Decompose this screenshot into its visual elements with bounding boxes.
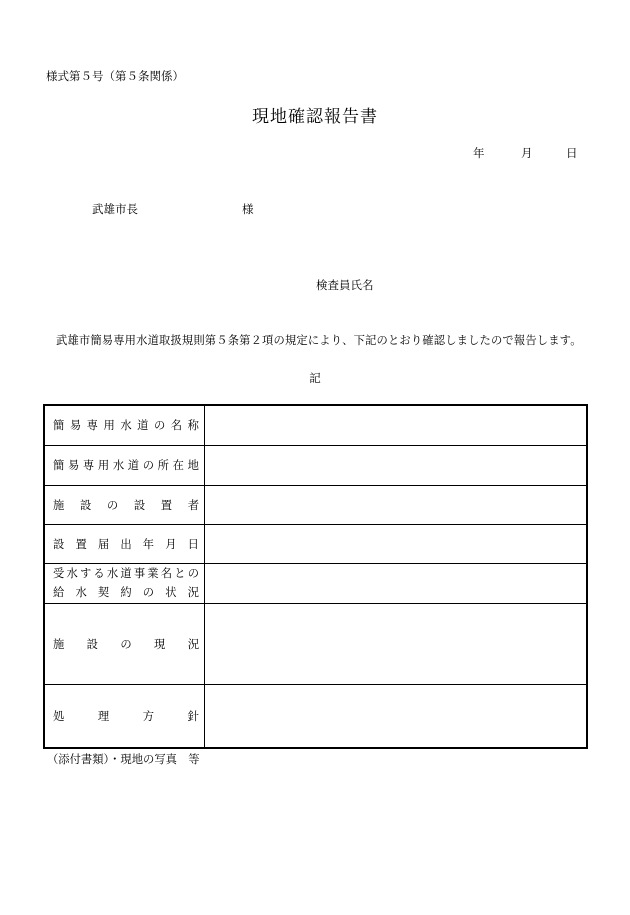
label-char: 地 bbox=[187, 459, 199, 472]
label-char: 状 bbox=[165, 586, 177, 599]
date-month: 月 bbox=[521, 146, 533, 160]
label-char: 用 bbox=[97, 459, 110, 472]
label-char: 事 bbox=[133, 567, 146, 580]
label-char: 水 bbox=[75, 586, 87, 599]
label-char: 業 bbox=[147, 567, 159, 580]
label-char: す bbox=[79, 567, 92, 580]
label-char: 専 bbox=[86, 419, 98, 433]
label-char: 日 bbox=[187, 537, 199, 551]
label-char: 在 bbox=[172, 459, 184, 472]
label-char: の bbox=[142, 459, 155, 472]
label-char: 受 bbox=[53, 567, 65, 580]
label-char: 方 bbox=[142, 709, 155, 723]
addressee-honorific: 様 bbox=[242, 202, 254, 216]
table-row bbox=[44, 524, 587, 563]
label-char: 処 bbox=[53, 709, 65, 723]
label-text bbox=[53, 497, 199, 513]
label-char: 設 bbox=[53, 537, 65, 551]
label-char: 況 bbox=[187, 586, 199, 599]
label-char: 所 bbox=[157, 459, 169, 472]
label-char: 年 bbox=[142, 537, 155, 551]
label-char: 水 bbox=[120, 419, 132, 433]
water-supply-location-field[interactable] bbox=[205, 445, 588, 485]
label-char: 用 bbox=[103, 419, 115, 433]
label-line bbox=[53, 564, 199, 583]
label-char: の bbox=[106, 498, 119, 512]
installation-notice-date-field[interactable] bbox=[205, 524, 588, 563]
label-char: 道 bbox=[137, 419, 149, 433]
attachment-note: （添付書類）・現地の写真 等 bbox=[47, 753, 200, 766]
label-char: の bbox=[153, 419, 166, 433]
table-row bbox=[44, 563, 587, 603]
label-char: 者 bbox=[187, 498, 199, 512]
label-char: 設 bbox=[133, 498, 146, 512]
row-label bbox=[44, 524, 205, 563]
label-char: 水 bbox=[66, 567, 78, 580]
report-table bbox=[43, 404, 588, 749]
addressee-name: 武雄市長 bbox=[92, 202, 138, 216]
label-text bbox=[53, 457, 199, 473]
label-char: 名 bbox=[160, 567, 173, 580]
document-title: 現地確認報告書 bbox=[252, 107, 378, 127]
row-label bbox=[44, 603, 205, 684]
label-char: 現 bbox=[154, 637, 166, 651]
row-label bbox=[44, 563, 205, 603]
label-char: 簡 bbox=[53, 419, 65, 433]
label-char: 易 bbox=[67, 459, 80, 472]
label-char: 設 bbox=[79, 498, 92, 512]
label-char: 水 bbox=[106, 567, 119, 580]
label-char: 届 bbox=[97, 537, 110, 551]
table-row bbox=[44, 603, 587, 684]
date-year: 年 bbox=[473, 146, 485, 160]
date-day: 日 bbox=[566, 146, 578, 160]
report-statement: 武雄市簡易専用水道取扱規則第５条第２項の規定により、下記のとおり確認しましたので報告します。 bbox=[56, 334, 582, 347]
facility-owner-field[interactable] bbox=[205, 485, 588, 524]
label-char: 出 bbox=[120, 537, 132, 551]
label-char: 施 bbox=[53, 637, 65, 651]
row-label bbox=[44, 405, 205, 445]
label-char: 称 bbox=[187, 419, 199, 433]
label-char: 理 bbox=[97, 709, 110, 723]
ki-marker: 記 bbox=[309, 371, 321, 385]
form-number: 様式第５号（第５条関係） bbox=[46, 69, 184, 83]
label-line bbox=[53, 583, 199, 602]
label-char: 針 bbox=[187, 709, 199, 723]
supply-contract-status-field[interactable] bbox=[205, 563, 588, 603]
label-char: 設 bbox=[86, 637, 98, 651]
label-char: 給 bbox=[53, 586, 65, 599]
label-char: 置 bbox=[75, 537, 87, 551]
label-char: 月 bbox=[165, 537, 177, 551]
label-char: と bbox=[174, 567, 186, 580]
label-char: 置 bbox=[160, 498, 173, 512]
table-row bbox=[44, 485, 587, 524]
inspector-name-label: 検査員氏名 bbox=[316, 278, 374, 292]
table-row bbox=[44, 405, 587, 445]
label-char: 施 bbox=[53, 498, 65, 512]
label-char: 約 bbox=[120, 586, 132, 599]
facility-status-field[interactable] bbox=[205, 603, 588, 684]
table-row bbox=[44, 684, 587, 748]
handling-policy-field[interactable] bbox=[205, 684, 588, 748]
label-char: る bbox=[93, 567, 105, 580]
label-text bbox=[53, 636, 199, 652]
label-char: の bbox=[142, 586, 155, 599]
row-label bbox=[44, 445, 205, 485]
water-supply-name-field[interactable] bbox=[205, 405, 588, 445]
label-text bbox=[53, 417, 199, 433]
label-char: の bbox=[120, 637, 132, 651]
label-char: 況 bbox=[187, 637, 199, 651]
label-char: 専 bbox=[82, 459, 95, 472]
label-text bbox=[53, 708, 199, 724]
row-label bbox=[44, 485, 205, 524]
label-char: 水 bbox=[112, 459, 125, 472]
label-char: 簡 bbox=[53, 459, 65, 472]
label-char: の bbox=[187, 567, 199, 580]
label-text-multiline bbox=[53, 564, 199, 602]
label-char: 契 bbox=[97, 586, 110, 599]
label-text bbox=[53, 536, 199, 552]
table-row bbox=[44, 445, 587, 485]
row-label bbox=[44, 684, 205, 748]
label-char: 易 bbox=[69, 419, 82, 433]
label-char: 道 bbox=[120, 567, 132, 580]
label-char: 道 bbox=[127, 459, 140, 472]
label-char: 名 bbox=[170, 419, 183, 433]
